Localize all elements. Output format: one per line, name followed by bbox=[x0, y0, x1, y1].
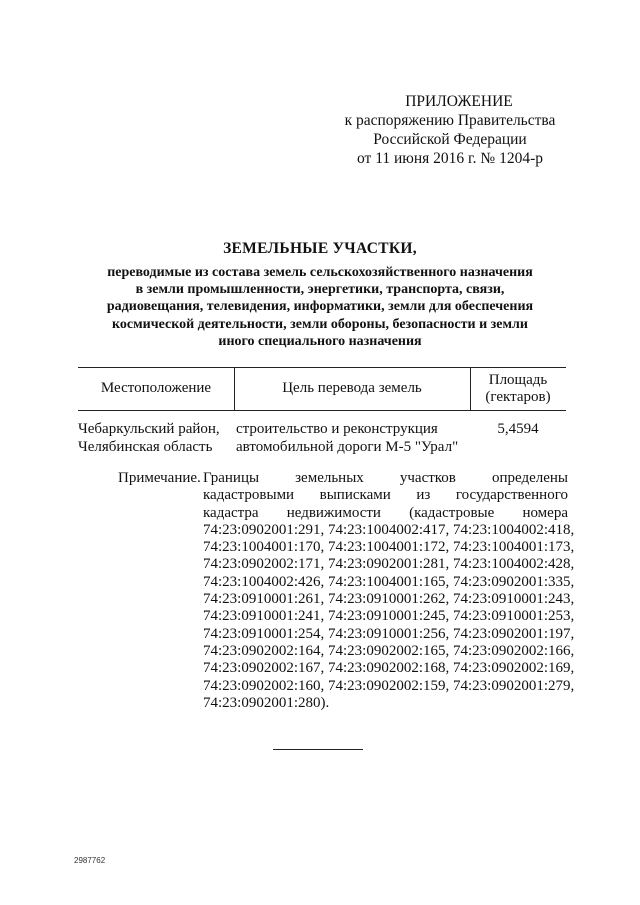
cell-line: Чебаркульский район, bbox=[78, 421, 220, 437]
appendix-block bbox=[330, 92, 570, 168]
note-line: 74:23:0902002:171, 74:23:0902001:281, 74:23:1004002:428, bbox=[203, 556, 575, 573]
header-area-line: (гектаров) bbox=[485, 388, 551, 405]
appendix-line: к распоряжению Правительства bbox=[344, 112, 556, 129]
note-line: 74:23:1004002:426, 74:23:1004001:165, 74:23:0902001:335, bbox=[203, 573, 575, 590]
note-line: 74:23:0902001:280). bbox=[203, 694, 330, 711]
end-divider bbox=[273, 749, 363, 750]
note-text bbox=[203, 470, 575, 712]
cell-area: 5,4594 bbox=[497, 421, 539, 437]
cell-purpose bbox=[236, 420, 470, 456]
cell-line: Челябинская область bbox=[78, 439, 213, 455]
appendix-line: от 11 июня 2016 г. № 1204-р bbox=[357, 150, 543, 167]
header-location: Местоположение bbox=[100, 380, 212, 396]
subtitle-line: переводимые из состава земель сельскохозяйственного назначения bbox=[107, 265, 533, 280]
subtitle-line: космической деятельности, земли обороны, безопасности и земли bbox=[112, 316, 528, 332]
appendix-heading: ПРИЛОЖЕНИЕ bbox=[405, 93, 513, 110]
note-line: 74:23:0910001:254, 74:23:0910001:256, 74:23:0902001:197, bbox=[203, 625, 575, 642]
table-header-rule bbox=[78, 410, 566, 411]
note-line: 74:23:1004001:170, 74:23:1004001:172, 74:23:1004001:173, bbox=[203, 539, 575, 556]
document-title: ЗЕМЕЛЬНЫЕ УЧАСТКИ, bbox=[223, 240, 417, 257]
note-line: 74:23:0902002:167, 74:23:0902002:168, 74:23:0902002:169, bbox=[203, 660, 575, 677]
subtitle-line: радиовещания, телевидения, информатики, земли для обеспечения bbox=[106, 299, 534, 315]
header-area-line: Площадь bbox=[488, 371, 548, 388]
note-line: 74:23:0902002:164, 74:23:0902002:165, 74:23:0902002:166, bbox=[203, 642, 575, 659]
note-line: кадастра недвижимости (кадастровые номера bbox=[203, 504, 568, 521]
cell-location bbox=[78, 420, 234, 456]
note-label: Примечание. bbox=[118, 470, 201, 486]
header-purpose: Цель перевода земель bbox=[282, 380, 422, 396]
note-line: 74:23:0910001:241, 74:23:0910001:245, 74:23:0910001:253, bbox=[203, 608, 575, 625]
appendix-line: Российской Федерации bbox=[373, 131, 527, 148]
note-line: кадастровыми выписками из государственного bbox=[203, 487, 568, 504]
note-line: 74:23:0910001:261, 74:23:0910001:262, 74:23:0910001:243, bbox=[203, 591, 575, 608]
cell-line: строительство и реконструкция bbox=[236, 421, 438, 437]
note-line: 74:23:0902001:291, 74:23:1004002:417, 74:23:1004002:418, bbox=[203, 521, 575, 538]
header-area bbox=[470, 367, 566, 410]
subtitle-line: в земли промышленности, энергетики, транспорта, связи, bbox=[135, 282, 505, 298]
cell-line: автомобильной дороги М-5 "Урал" bbox=[236, 439, 459, 455]
document-subtitle bbox=[70, 264, 570, 350]
document-number: 2987762 bbox=[74, 856, 106, 865]
note-line: Границы земельных участков определены bbox=[203, 470, 568, 486]
note-line: 74:23:0902002:160, 74:23:0902002:159, 74:23:0902001:279, bbox=[203, 677, 575, 694]
subtitle-line: иного специального назначения bbox=[218, 333, 422, 349]
